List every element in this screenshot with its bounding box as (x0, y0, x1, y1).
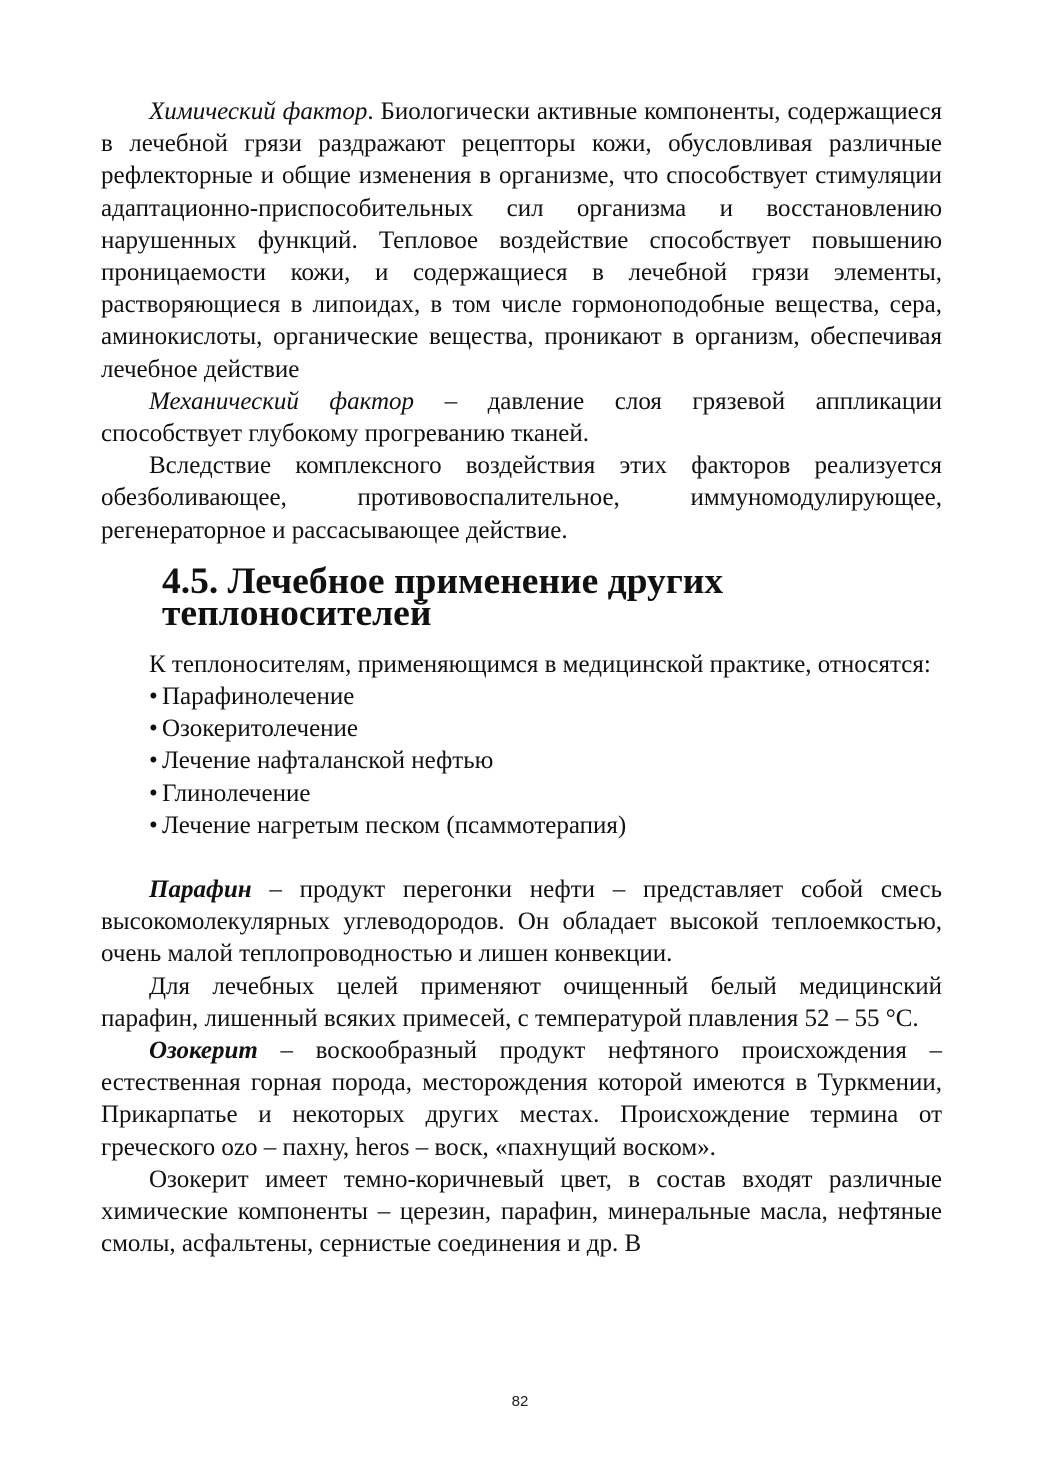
term-ozokerite: Озокерит (149, 1037, 258, 1065)
page-number: 82 (511, 1393, 529, 1410)
list-item (149, 713, 942, 745)
list-item (149, 681, 942, 713)
paragraph-text: – продукт перегонки нефти – представляет собой смесь высокомолекулярных углеводородов. Он обладает высокой теплоемкостью, очень малой теплопроводностью и лишен конвекции. (101, 876, 942, 968)
list-item-label: Глинолечение (162, 779, 311, 807)
list-item (149, 778, 942, 810)
paragraph-mechanical-factor (101, 386, 942, 450)
paragraph-text: . Биологически активные компоненты, содержащиеся в лечебной грязи раздражают рецепторы кожи, обусловливая различные рефлекторные и общие изменения в организме, что способствует стимуляции адаптационно-приспособительных сил организма и восстановлению нарушенных функций. Тепловое воздействие способствует повышению проницаемости кожи, и содержащиеся в лечебной грязи элементы, растворяющиеся в липоидах, в том числе гормоноподобные вещества, сера, аминокислоты, органические вещества, проникают в организм, обеспечивая лечебное действие (101, 98, 942, 383)
bullet-icon: • (149, 683, 158, 711)
paragraph-intro: К теплоносителям, применяющимся в медицинской практике, относятся: (149, 650, 931, 678)
list-item-label: Лечение нагретым песком (псаммотерапия) (162, 811, 627, 839)
paragraph-ozokerite (101, 1035, 942, 1164)
list-item (149, 810, 942, 842)
paragraph-complex-effect (101, 450, 942, 547)
text-column (101, 96, 942, 1261)
term-mechanical-factor: Механический фактор (149, 387, 415, 415)
paragraph-text: – воскообразный продукт нефтяного происхождения – естественная горная порода, месторождения которой имеются в Туркмении, Прикарпатье и некоторых других местах. Происхождение термина от греческого ozo – пахну, heros – воск, «пахнущий воском». (101, 1037, 942, 1161)
paragraph-paraffin-purpose: Для лечебных целей применяют очищенный белый медицинский парафин, лишенный всяких примесей, с температурой плавления 52 – 55 °С. (101, 972, 942, 1032)
paragraph-ozokerite-composition: Озокерит имеет темно-коричневый цвет, в состав входят различные химические компоненты – церезин, парафин, минеральные масла, нефтяные смолы, асфальтены, сернистые соединения и др. В (101, 1165, 942, 1258)
list-item (149, 745, 942, 777)
section-heading: 4.5. Лечебное применение других теплоносителей (162, 560, 724, 634)
bullet-icon: • (149, 747, 158, 775)
heat-carriers-list (101, 681, 942, 842)
list-item-label: Парафинолечение (162, 683, 355, 711)
paragraph-chemical-factor (101, 96, 942, 386)
spacer (101, 842, 942, 874)
bullet-icon: • (149, 811, 158, 839)
term-chemical-factor: Химический фактор (149, 98, 368, 125)
list-item-label: Лечение нафталанской нефтью (162, 747, 494, 775)
paragraph-text: – давление слоя грязевой аппликации способствует глубокому прогреванию тканей. (101, 387, 942, 448)
bullet-icon: • (149, 779, 158, 807)
term-paraffin: Парафин (149, 876, 252, 904)
paragraph-paraffin (101, 874, 942, 971)
list-item-label: Озокеритолечение (162, 715, 359, 743)
paragraph-text: Вследствие комплексного воздействия этих факторов реализуется обезболивающее, противовоспалительное, иммуномодулирующее, регенераторное и рассасывающее действие. (101, 452, 942, 544)
bullet-icon: • (149, 715, 158, 743)
